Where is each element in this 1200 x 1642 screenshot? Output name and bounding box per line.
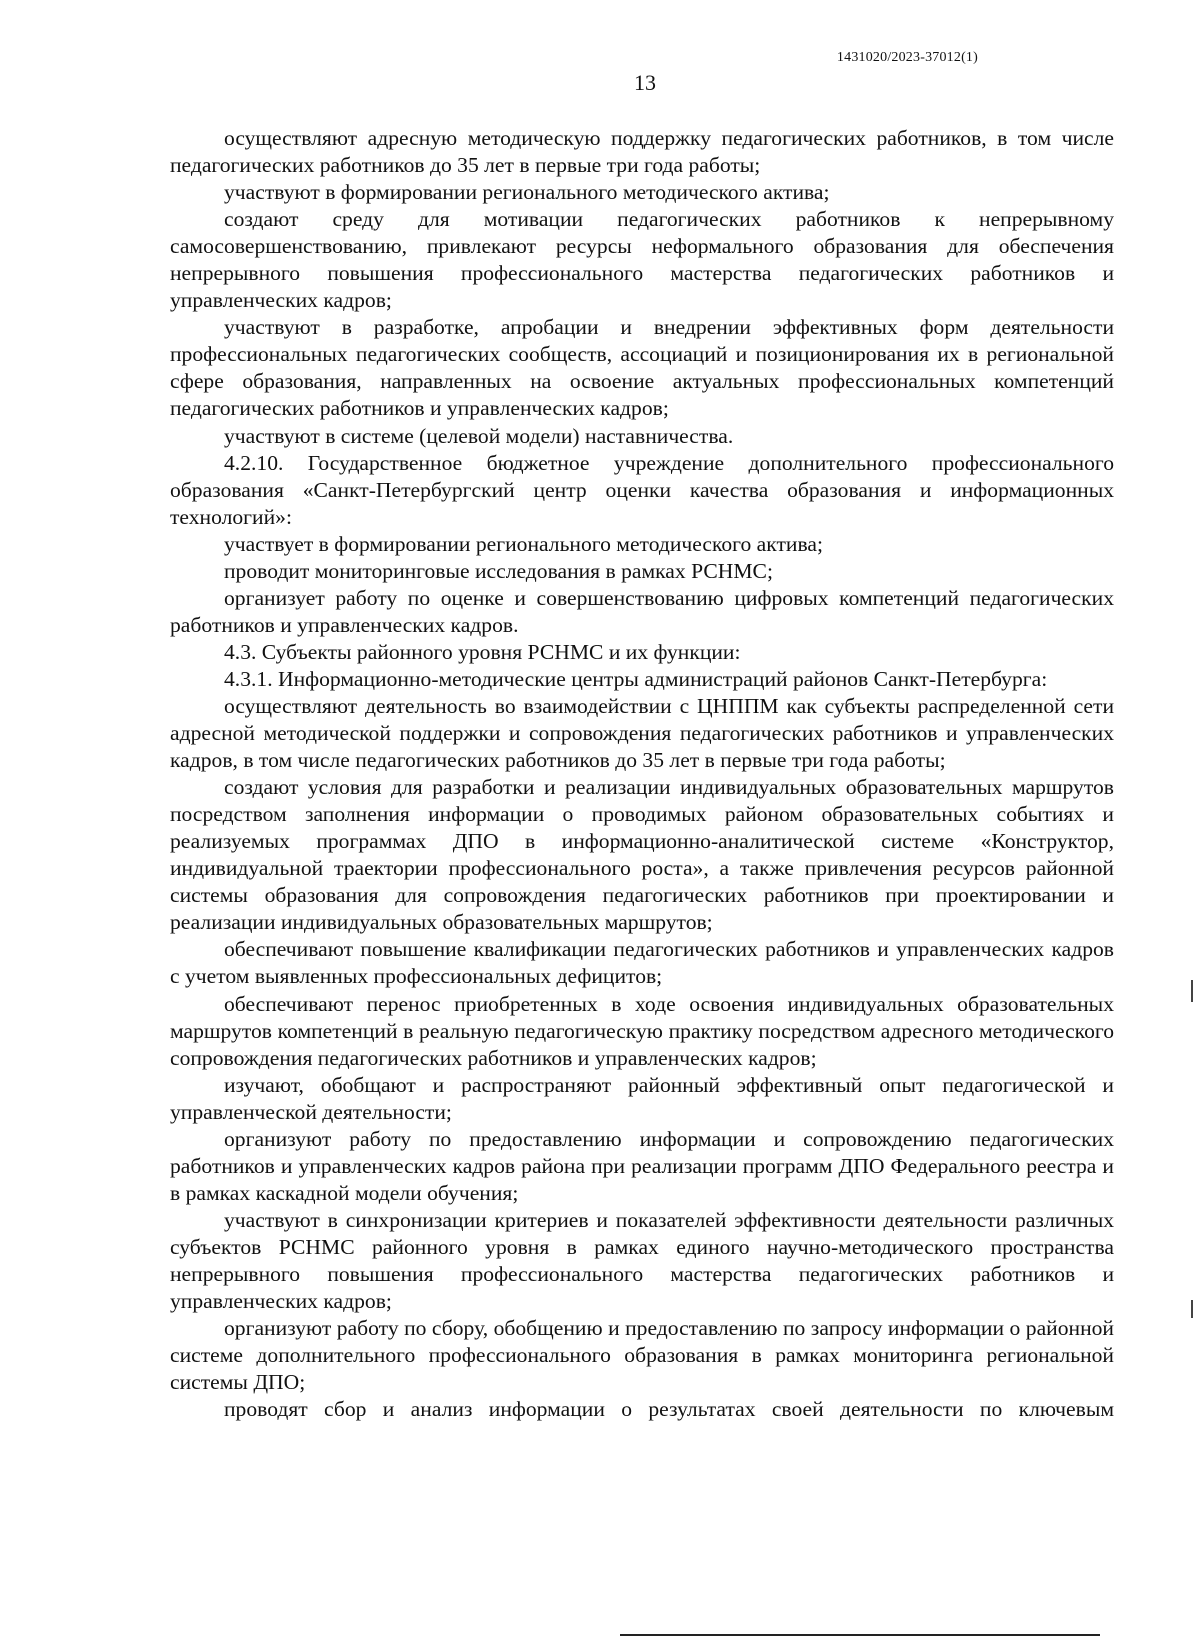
- paragraph: проводят сбор и анализ информации о результатах своей деятельности по ключевым: [224, 1397, 1114, 1422]
- scan-edge-mark: [1191, 980, 1193, 1002]
- document-body: [170, 125, 1114, 1423]
- paragraph: осуществляют адресную методическую поддержку педагогических работников, в том числе педагогических работников до 35 лет в первые три года работы;: [170, 126, 1114, 178]
- paragraph: 4.2.10. Государственное бюджетное учреждение дополнительного профессионального образования «Санкт-Петербургский центр оценки качества образования и информационных технологий»:: [170, 450, 1114, 529]
- paragraph: изучают, обобщают и распространяют районный эффективный опыт педагогической и управленческой деятельности;: [170, 1072, 1114, 1124]
- document-id: 1431020/2023-37012(1): [836, 50, 978, 65]
- scan-edge-line: [620, 1634, 1100, 1636]
- paragraph: создают среду для мотивации педагогических работников к непрерывному самосовершенствованию, привлекают ресурсы неформального образования для обеспечения непрерывного повышения профессионального мастерства педагогических работников и управленческих кадров;: [170, 207, 1114, 313]
- paragraph: обеспечивают повышение квалификации педагогических работников и управленческих кадров с учетом выявленных профессиональных дефицитов;: [170, 937, 1114, 989]
- page-number: 13: [634, 70, 656, 95]
- paragraph: участвует в формировании регионального методического актива;: [224, 531, 823, 556]
- paragraph: обеспечивают перенос приобретенных в ходе освоения индивидуальных образовательных маршрутов компетенций в реальную педагогическую практику посредством адресного методического сопровождения педагогических работников и управленческих кадров;: [170, 991, 1114, 1070]
- section-heading: 4.3. Субъекты районного уровня РСНМС и их функции:: [224, 639, 741, 664]
- paragraph: организуют работу по сбору, обобщению и предоставлению по запросу информации о районной системе дополнительного профессионального образования в рамках мониторинга региональной системы ДПО;: [170, 1316, 1114, 1395]
- subsection-heading: 4.3.1. Информационно-методические центры администраций районов Санкт-Петербурга:: [224, 666, 1048, 691]
- paragraph: создают условия для разработки и реализации индивидуальных образовательных маршрутов посредством заполнения информации о проводимых районом образовательных событиях и реализуемых программах ДПО в информационно-аналитической системе «Конструктор, индивидуальной траектории профессионального роста», а также привлечения ресурсов районной системы образования для сопровождения педагогических работников при проектировании и реализации индивидуальных образовательных маршрутов;: [170, 775, 1114, 935]
- scan-edge-mark: [1191, 1300, 1193, 1318]
- paragraph: организует работу по оценке и совершенствованию цифровых компетенций педагогических работников и управленческих кадров.: [170, 585, 1114, 637]
- paragraph: организуют работу по предоставлению информации и сопровождению педагогических работников и управленческих кадров района при реализации программ ДПО Федерального реестра и в рамках каскадной модели обучения;: [170, 1126, 1114, 1205]
- paragraph: участвуют в синхронизации критериев и показателей эффективности деятельности различных субъектов РСНМС районного уровня в рамках единого научно-методического пространства непрерывного повышения профессионального мастерства педагогических работников и управленческих кадров;: [170, 1207, 1114, 1314]
- paragraph: участвуют в формировании регионального методического актива;: [224, 180, 830, 205]
- paragraph: участвуют в разработке, апробации и внедрении эффективных форм деятельности профессиональных педагогических сообществ, ассоциаций и позиционирования их в региональной сфере образования, направленных на освоение актуальных профессиональных компетенций педагогических работников и управленческих кадров;: [170, 315, 1114, 421]
- paragraph: проводит мониторинговые исследования в рамках РСНМС;: [224, 558, 773, 583]
- paragraph: участвуют в системе (целевой модели) наставничества.: [224, 423, 734, 448]
- paragraph: осуществляют деятельность во взаимодействии с ЦНППМ как субъекты распределенной сети адресной методической поддержки и сопровождения педагогических работников и управленческих кадров, в том числе педагогических работников до 35 лет в первые три года работы;: [170, 693, 1114, 773]
